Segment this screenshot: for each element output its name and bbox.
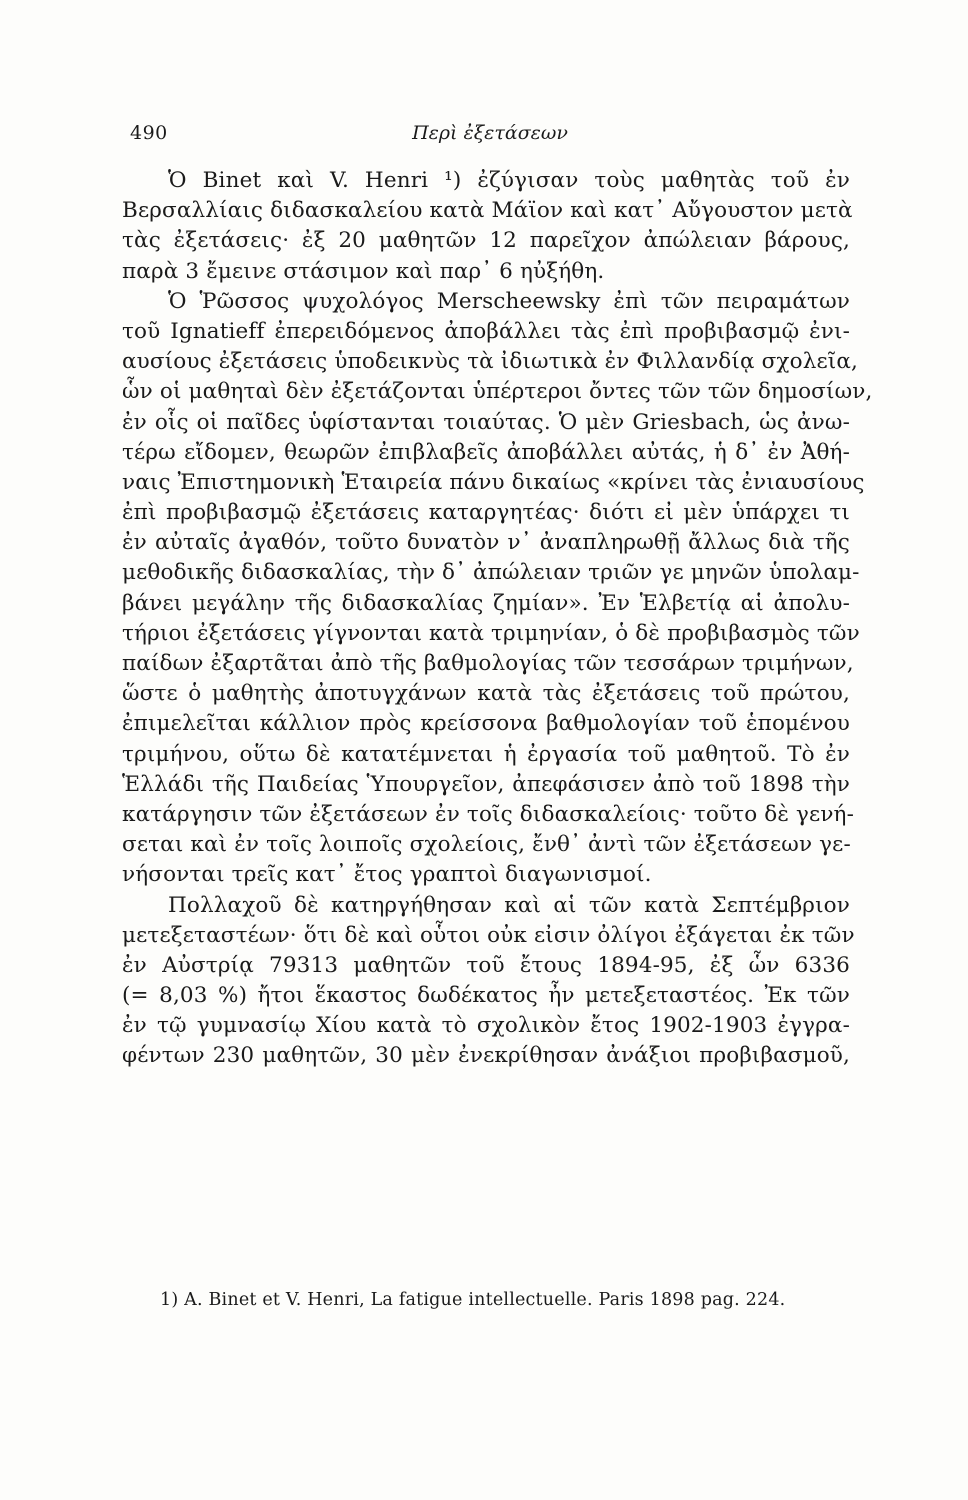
text-line: ἐν αὐταῖς ἀγαθόν, τοῦτο δυνατὸν ν᾽ ἀναπληρωθῇ ἄλλως διὰ τῆς (122, 530, 850, 556)
text-line: (= 8,03 %) ἤτοι ἕκαστος δωδέκατος ἦν μετεξεταστέος. Ἐκ τῶν (122, 983, 850, 1009)
text-line: ὥστε ὁ μαθητὴς ἀποτυγχάνων κατὰ τὰς ἐξετάσεις τοῦ πρώτου, (122, 681, 850, 707)
text-line: ἐπιμελεῖται κάλλιον πρὸς κρείσσονα βαθμολογίαν τοῦ ἑπομένου (122, 711, 850, 737)
running-title: Περὶ ἐξετάσεων (412, 122, 568, 144)
text-line: τὰς ἐξετάσεις· ἐξ 20 μαθητῶν 12 παρεῖχον ἀπώλειαν βάρους, (122, 228, 850, 254)
text-line: ἐπὶ προβιβασμῷ ἐξετάσεις καταργητέας· διότι εἰ μὲν ὑπάρχει τι (122, 500, 850, 526)
text-line: τήριοι ἐξετάσεις γίγνονται κατὰ τριμηνίαν, ὁ δὲ προβιβασμὸς τῶν (122, 620, 860, 646)
text-line: ναις Ἐπιστημονικὴ Ἑταιρεία πάνυ δικαίως «κρίνει τὰς ἐνιαυσίους (122, 469, 865, 495)
text-line: Ὁ Binet καὶ V. Henri ¹) ἐζύγισαν τοὺς μαθητὰς τοῦ ἐν (168, 168, 850, 193)
text-line: ἐν οἷς οἱ παῖδες ὑφίστανται τοιαύτας. Ὁ μὲν Griesbach, ὡς ἀνω- (122, 409, 850, 435)
text-line: τοῦ Ignatieff ἐπερειδόμενος ἀποβάλλει τὰς ἐπὶ προβιβασμῷ ἐνι- (122, 318, 850, 344)
footnote: 1) A. Binet et V. Henri, La fatigue intellectuelle. Paris 1898 pag. 224. (160, 1290, 786, 1310)
text-line: κατάργησιν τῶν ἐξετάσεων ἐν τοῖς διδασκαλείοις· τοῦτο δὲ γενή- (122, 801, 854, 827)
text-line: Ὁ Ῥῶσσος ψυχολόγος Merscheewsky ἐπὶ τῶν πειραμάτων (168, 288, 850, 314)
text-line: τέρω εἴδομεν, θεωρῶν ἐπιβλαβεῖς ἀποβάλλει αὐτάς, ἡ δ᾽ ἐν Ἀθή- (122, 439, 850, 465)
page-number: 490 (130, 122, 168, 144)
text-line: ὧν οἱ μαθηταὶ δὲν ἐξετάζονται ὑπέρτεροι ὄντες τῶν τῶν δημοσίων, (122, 379, 873, 405)
text-line: Ἑλλάδι τῆς Παιδείας Ὑπουργεῖον, ἀπεφάσισεν ἀπὸ τοῦ 1898 τὴν (122, 771, 850, 797)
text-line: ἐν τῷ γυμνασίῳ Χίου κατὰ τὸ σχολικὸν ἔτος 1902-1903 ἐγγρα- (122, 1013, 850, 1039)
text-line: τριμήνου, οὕτω δὲ κατατέμνεται ἡ ἐργασία τοῦ μαθητοῦ. Τὸ ἐν (122, 741, 850, 767)
text-line: παίδων ἐξαρτᾶται ἀπὸ τῆς βαθμολογίας τῶν τεσσάρων τριμήνων, (122, 651, 854, 676)
text-line: Βερσαλλίαις διδασκαλείου κατὰ Μάϊον καὶ κατ᾽ Αὔγουστον μετὰ (122, 198, 853, 224)
text-line: παρὰ 3 ἔμεινε στάσιμον καὶ παρ᾽ 6 ηὐξήθη. (122, 258, 605, 284)
text-line: ἐν Αὐστρίᾳ 79313 μαθητῶν τοῦ ἔτους 1894-95, ἐξ ὧν 6336 (122, 952, 850, 978)
text-line: μεθοδικῆς διδασκαλίας, τὴν δ᾽ ἀπώλειαν τριῶν γε μηνῶν ὑπολαμ- (122, 560, 860, 586)
text-line: νήσονται τρεῖς κατ᾽ ἔτος γραπτοὶ διαγωνισμοί. (122, 862, 652, 888)
text-line: μετεξεταστέων· ὅτι δὲ καὶ οὗτοι οὐκ εἰσιν ὀλίγοι ἐξάγεται ἐκ τῶν (122, 922, 855, 948)
text-line: Πολλαχοῦ δὲ κατηργήθησαν καὶ αἱ τῶν κατὰ Σεπτέμβριον (168, 892, 850, 918)
text-line: αυσίους ἐξετάσεις ὑποδεικνὺς τὰ ἰδιωτικὰ ἐν Φιλλανδίᾳ σχολεῖα, (122, 349, 859, 375)
text-line: βάνει μεγάλην τῆς διδασκαλίας ζημίαν». Ἐν Ἑλβετίᾳ αἱ ἀπολυ- (122, 590, 850, 616)
page-header (130, 122, 850, 152)
text-line: φέντων 230 μαθητῶν, 30 μὲν ἐνεκρίθησαν ἀνάξιοι προβιβασμοῦ, (122, 1043, 850, 1069)
text-line: σεται καὶ ἐν τοῖς λοιποῖς σχολείοις, ἔνθ᾽ ἀντὶ τῶν ἐξετάσεων γε- (122, 832, 851, 858)
body-text (122, 166, 873, 1072)
